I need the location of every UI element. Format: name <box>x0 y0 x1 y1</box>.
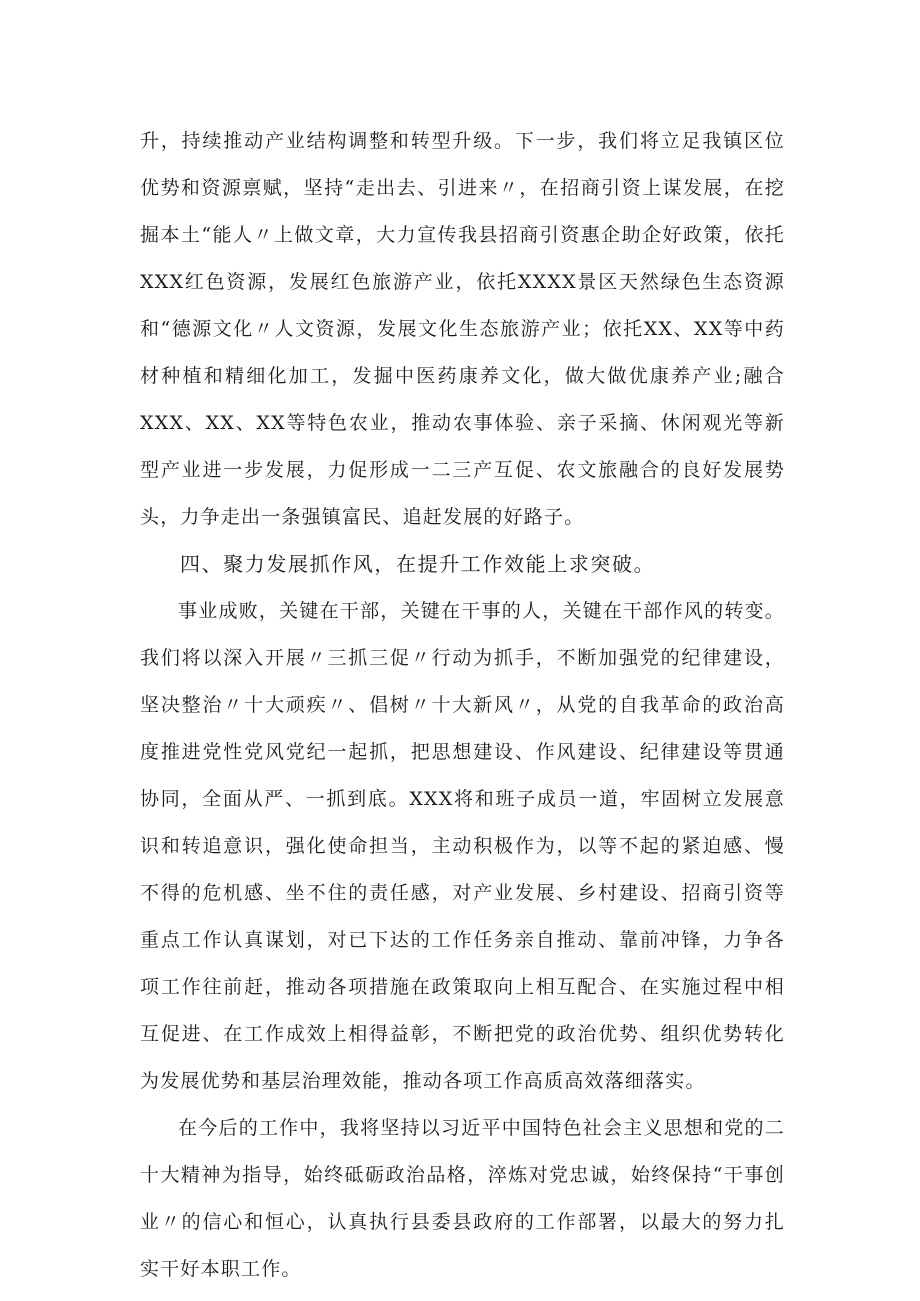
paragraph-conclusion: 在今后的工作中，我将坚持以习近平中国特色社会主义思想和党的二十大精神为指导，始终砥砺政治品格，淬炼对党忠诚，始终保持“干事创业〃的信心和恒心，认真执行县委县政府的工作部署，以最大的努力扎实干好本职工作。 <box>140 1117 785 1280</box>
paragraph-work-style: 事业成败，关键在干部，关键在干事的人，关键在干部作风的转变。我们将以深入开展〃三抓三促〃行动为抓手，不断加强党的纪律建设，坚决整治〃十大顽疾〃、倡树〃十大新风〃，从党的自我革命的政治高度推进党性党风党纪一起抓，把思想建设、作风建设、纪律建设等贯通协同，全面从严、一抓到底。XXX将和班子成员一道，牢固树立发展意识和转追意识，强化使命担当，主动积极作为，以等不起的紧迫感、慢不得的危机感、坐不住的责任感，对产业发展、乡村建设、招商引资等重点工作认真谋划，对已下达的工作任务亲自推动、靠前冲锋，力争各项工作往前赶，推动各项措施在政策取向上相互配合、在实施过程中相互促进、在工作成效上相得益彰，不断把党的政治优势、组织优势转化为发展优势和基层治理效能，推动各项工作高质高效落细落实。 <box>140 600 785 1092</box>
paragraph-continuation: 升，持续推动产业结构调整和转型升级。下一步，我们将立足我镇区位优势和资源禀赋，坚持“走出去、引进来〃，在招商引资上谋发展，在挖掘本土“能人〃上做文章，大力宣传我县招商引资惠企助企好政策，依托XXX红色资源，发展红色旅游产业，依托XXXX景区天然绿色生态资源和“德源文化〃人文资源，发展文化生态旅游产业；依托XX、XX等中药材种植和精细化加工，发掘中医药康养文化，做大做优康养产业;融合XXX、XX、XX等特色农业，推动农事体验、亲子采摘、休闲观光等新型产业进一步发展，力促形成一二三产互促、农文旅融合的良好发展势头，力争走出一条强镇富民、追赶发展的好路子。 <box>140 130 785 528</box>
section-heading-four: 四、聚力发展抓作风，在提升工作效能上求突破。 <box>180 552 656 576</box>
document-body <box>140 118 785 1293</box>
